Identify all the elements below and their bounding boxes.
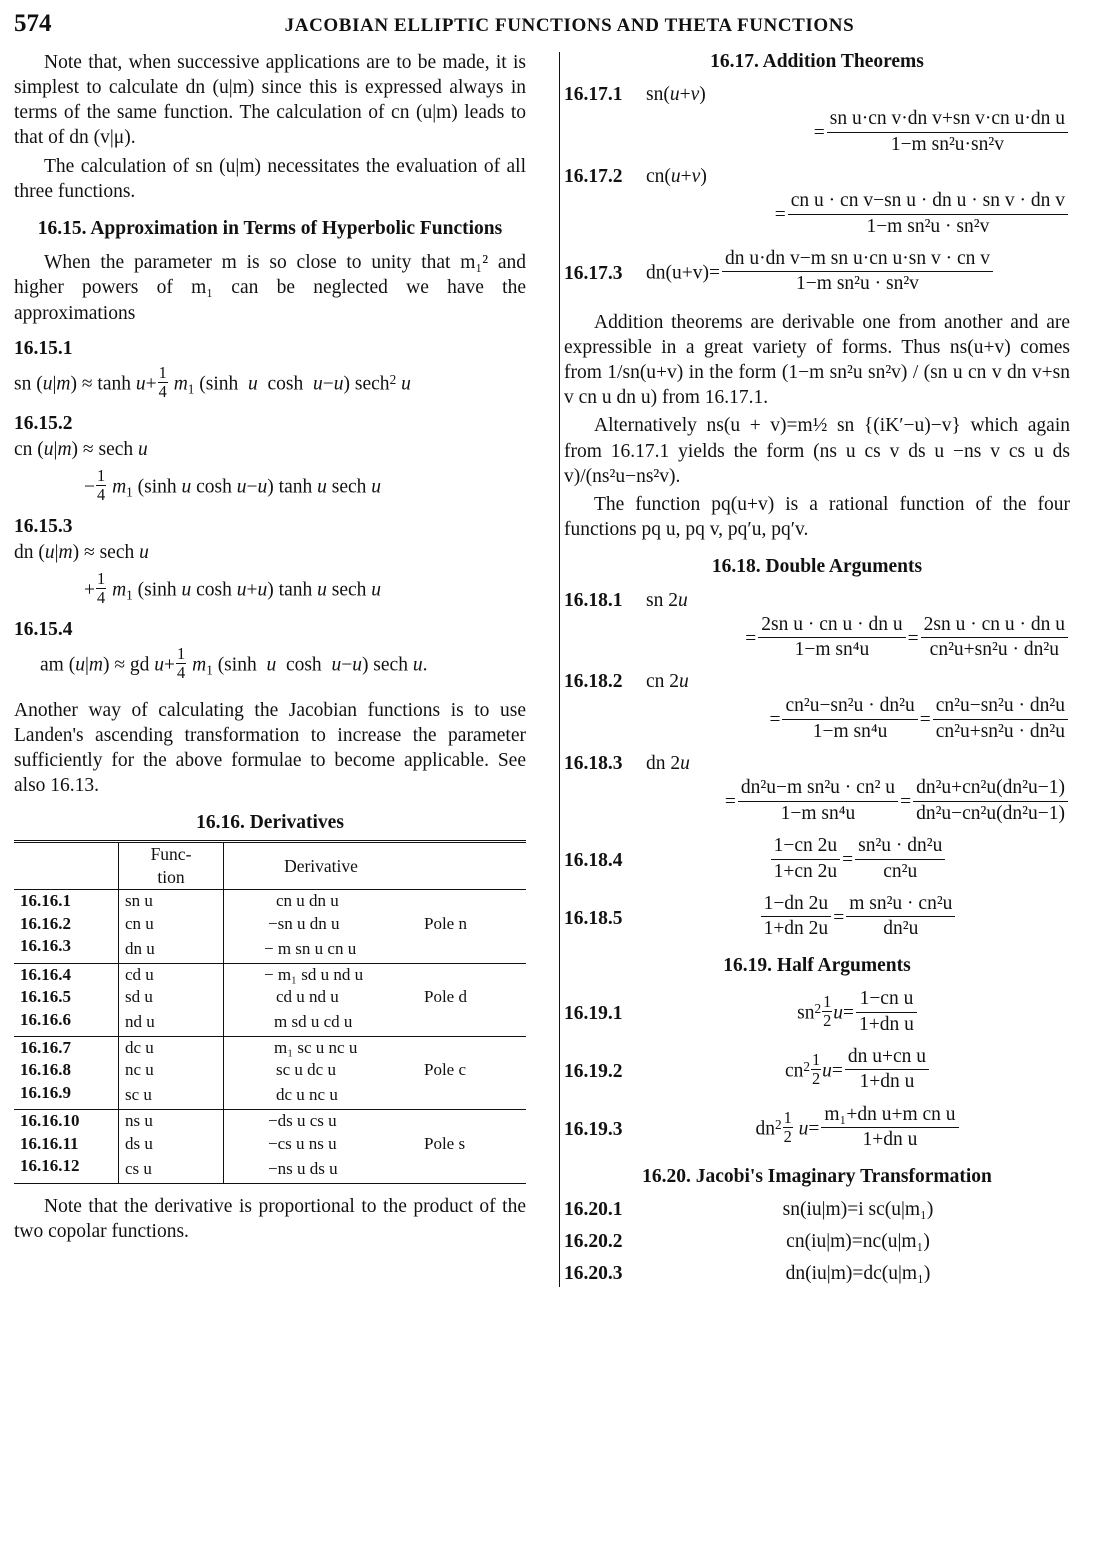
table-row (14, 1059, 526, 1081)
row-function: cn u (119, 913, 224, 935)
row-function: cs u (119, 1155, 224, 1183)
row-function: sd u (119, 986, 224, 1008)
equation-16-20-2 (564, 1231, 1070, 1253)
row-derivative: cd u nd u (224, 986, 419, 1008)
table-header-function-line2: tion (157, 867, 185, 888)
paragraph: The function pq(u+v) is a rational function of the four functions pq u, pq v, pq′u, pq′v. (564, 493, 1070, 541)
paragraph: Note that, when successive applications are to be made, it is simplest to calculate dn (u|m) since this is expressed always in terms of the same function. The calculation of cn (u|m) leads to that of dn (v|μ). (14, 52, 526, 149)
fraction-denominator: 1+cn 2u (773, 860, 838, 882)
fraction-numerator: cn²u−sn²u · dn²u (782, 695, 917, 719)
row-derivative: −ns u ds u (224, 1155, 419, 1183)
column-divider (559, 52, 560, 1287)
row-derivative: − m₁ sd u nd u (224, 963, 419, 986)
equation-16-19-1 (564, 988, 1070, 1036)
equation-number-16-20-1: 16.20.1 (564, 1199, 623, 1221)
row-function: cd u (119, 963, 224, 986)
fraction-denominator: 1−m sn⁴u (780, 802, 856, 824)
equation-16-17-3-lhs: dn(u+v)= (646, 262, 720, 284)
equation-16-19-1-body: $sn^2$ $\frac{1}{2}$ u= $\frac{\text{1−cn u}}{\text{1+dn u}}$ (646, 988, 1070, 1036)
equation-number-16-17-1: 16.17.1 (564, 84, 623, 106)
row-number: 16.16.2 (20, 913, 71, 933)
equation-16-19-3 (564, 1104, 1070, 1152)
equation-16-17-2 (564, 166, 1070, 188)
equation-16-18-1-rhs: = $\frac{\text{2sn u · cn u · dn u}}{\text{1−m sn⁴u}}$ = $\frac{\text{2sn u · cn u · dn u}}{\text{cn²u+sn²u · dn²u}}$ (564, 614, 1070, 662)
fraction-denominator: dn²u−cn²u(dn²u−1) (916, 802, 1065, 824)
row-number: 16.16.9 (20, 1082, 71, 1102)
equation-number-16-19-1: 16.19.1 (564, 1002, 623, 1024)
equation-16-17-2-rhs: = $\frac{\text{cn u · cn v−sn u · dn u · sn v · dn v}}{\text{1−m sn²u · sn²v}}$ (564, 190, 1070, 238)
equation-16-20-1-body: sn(iu|m)=i sc(u|m₁) (782, 1199, 934, 1221)
fraction-numerator: m sn²u · cn²u (846, 893, 955, 917)
table-row (14, 935, 526, 963)
table-header-derivative: Derivative (224, 842, 419, 890)
row-number: 16.16.10 (14, 1110, 119, 1133)
table-row (14, 1009, 526, 1037)
row-derivative: m sd u cd u (224, 1009, 419, 1037)
row-pole (418, 1037, 526, 1060)
row-derivative: sc u dc u (224, 1059, 419, 1081)
section-heading-16-15: 16.15. Approximation in Terms of Hyperbolic Functions (37, 217, 503, 239)
table-footnote: Note that the derivative is proportional to the product of the two copolar functions. (14, 1195, 526, 1242)
fraction-numerator: 2sn u · cn u · dn u (758, 614, 905, 638)
equation-number-16-20-3: 16.20.3 (564, 1263, 623, 1285)
equation-16-19-2-body: $cn^2$ $\frac{1}{2}$ u= $\frac{\text{dn u+cn u}}{\text{1+dn u}}$ (646, 1046, 1070, 1094)
row-pole: Pole d (424, 987, 467, 1007)
table-header-function (119, 842, 224, 890)
section-heading-16-20: 16.20. Jacobi's Imaginary Transformation (642, 1165, 992, 1187)
row-pole: Pole c (424, 1060, 467, 1080)
body-columns (14, 50, 1105, 1287)
fraction-numerator: sn²u · dn²u (855, 835, 945, 859)
equation-16-15-2b: − $\frac{1}{4}$ $m_1$ (sinh u cosh u−u) tanh u sech u (84, 465, 382, 504)
equation-16-15-3b: + $\frac{1}{4}$ $m_1$ (sinh u cosh u+u) tanh u sech u (84, 568, 382, 607)
equation-number-16-19-3: 16.19.3 (564, 1118, 623, 1140)
equation-number-16-15-3: 16.15.3 (14, 515, 73, 537)
fraction-numerator: dn²u−m sn²u · cn² u (738, 777, 898, 801)
fraction-denominator: cn²u+sn²u · dn²u (935, 720, 1065, 742)
paragraph: When the parameter m is so close to unity that m₁² and higher powers of m₁ can be neglected we have the approximations (14, 252, 526, 324)
equation-16-17-1 (564, 84, 1070, 106)
fraction-denominator: cn²u (883, 860, 918, 882)
equation-number-16-17-2: 16.17.2 (564, 166, 623, 188)
row-number: 16.16.8 (20, 1060, 71, 1080)
row-derivative: −cs u ns u (224, 1133, 419, 1155)
fraction-numerator: 1−cn 2u (771, 835, 841, 859)
equation-16-18-4-body: $\frac{1-cn 2u}{1+cn 2u}$ = $\frac{\text{sn²u · dn²u}}{\text{cn²u}}$ (646, 835, 1070, 883)
row-derivative: m₁ sc u nc u (224, 1037, 419, 1060)
fraction-numerator: 2sn u · cn u · dn u (921, 614, 1068, 638)
equation-16-19-2 (564, 1046, 1070, 1094)
row-pole: Pole s (424, 1133, 466, 1153)
fraction-denominator: 1−m sn²u·sn²v (890, 133, 1004, 155)
paragraph: The calculation of sn (u|m) necessitates the evaluation of all three functions. (14, 155, 526, 202)
equation-number-16-19-2: 16.19.2 (564, 1060, 623, 1082)
equation-16-18-3-rhs: = $\frac{\text{dn²u−m sn²u · cn² u}}{\text{1−m sn⁴u}}$ = $\frac{\text{dn²u+cn²u(dn²u−1)}}{\text{dn²u−cn²u(dn²u−1)}}$ (564, 777, 1070, 825)
fraction-denominator: 1−m sn²u · sn²v (796, 273, 919, 295)
equation-16-18-4 (564, 835, 1070, 883)
row-number: 16.16.6 (20, 1009, 71, 1029)
fraction-denominator: 1−m sn⁴u (812, 720, 888, 742)
fraction-numerator: dn²u+cn²u(dn²u−1) (913, 777, 1068, 801)
row-derivative: cn u dn u (224, 890, 419, 913)
equation-number-16-18-1: 16.18.1 (564, 589, 623, 611)
equation-16-18-2-lhs: cn 2u (646, 671, 689, 693)
row-pole: Pole n (424, 913, 467, 933)
table-row (14, 1037, 526, 1060)
left-column (14, 50, 542, 1287)
equation-number-16-15-1: 16.15.1 (14, 337, 73, 359)
derivatives-table (14, 840, 526, 1183)
table-row (14, 1082, 526, 1110)
table-row (14, 890, 526, 913)
equation-16-18-1 (564, 590, 1070, 612)
fraction-denominator: 1−m sn⁴u (794, 638, 870, 660)
equation-number-16-17-3: 16.17.3 (564, 262, 623, 284)
equation-number-16-15-4: 16.15.4 (14, 618, 73, 640)
row-number: 16.16.11 (20, 1133, 79, 1153)
row-function: ds u (119, 1133, 224, 1155)
fraction-denominator: 1+dn u (862, 1129, 918, 1151)
row-function: dc u (119, 1037, 224, 1060)
table-header-row (14, 842, 526, 890)
equation-16-18-3 (564, 753, 1070, 775)
row-function: nd u (119, 1009, 224, 1037)
table-row (14, 963, 526, 986)
fraction-numerator: sn u·cn v·dn v+sn v·cn u·dn u (827, 108, 1068, 132)
equation-16-17-3-body (646, 248, 1070, 296)
equation-16-15-4: am (u|m) ≈ gd u+ $\frac{1}{4}$ $m_1$ (sinh u cosh u−u) sech u. (40, 643, 428, 682)
equation-16-20-1 (564, 1199, 1070, 1221)
equation-16-18-5 (564, 893, 1070, 941)
table-row (14, 1155, 526, 1183)
row-derivative: − m sn u cn u (224, 935, 419, 963)
equation-number-16-15-2: 16.15.2 (14, 412, 73, 434)
row-number: 16.16.1 (14, 890, 119, 913)
equation-number-16-18-2: 16.18.2 (564, 671, 623, 693)
equation-16-19-3-body: $dn^2$ $\frac{1}{2}$ u= $\frac{\text{m₁+dn u+m cn u}}{\text{1+dn u}}$ (646, 1104, 1070, 1152)
running-head: JACOBIAN ELLIPTIC FUNCTIONS AND THETA FUNCTIONS (284, 15, 855, 36)
table-header-blank (14, 842, 119, 890)
fraction-numerator: m₁+dn u+m cn u (821, 1104, 958, 1128)
fraction-denominator: cn²u+sn²u · dn²u (929, 638, 1059, 660)
equation-number-16-18-5: 16.18.5 (564, 907, 623, 929)
equation-16-18-1-lhs: sn 2u (646, 589, 688, 611)
equation-16-18-2-rhs: = $\frac{\text{cn²u−sn²u · dn²u}}{\text{1−m sn⁴u}}$ = $\frac{\text{cn²u−sn²u · dn²u}}{\text{cn²u+sn²u · dn²u}}$ (564, 695, 1070, 743)
page-number: 574 (14, 10, 52, 37)
fraction-numerator: dn u·dn v−m sn u·cn u·sn v · cn v (722, 248, 993, 272)
paragraph: Alternatively ns(u + v)=m½ sn {(iK′−u)−v} which again from 16.17.1 yields the form (ns u cs v ds u −ns v cs u ds v)/(ns²u−ns²v). (564, 415, 1070, 487)
equation-16-17-3 (564, 248, 1070, 296)
fraction-denominator: 1−m sn²u · sn²v (866, 215, 990, 237)
fraction-numerator: 1−dn 2u (761, 893, 832, 917)
equation-number-16-18-4: 16.18.4 (564, 849, 623, 871)
row-number: 16.16.3 (20, 936, 71, 956)
section-heading-16-19: 16.19. Half Arguments (723, 954, 911, 976)
row-pole (418, 935, 526, 963)
fraction-numerator: cn u · cn v−sn u · dn u · sn v · dn v (788, 190, 1068, 214)
equation-16-20-3 (564, 1263, 1070, 1285)
row-function: sc u (119, 1082, 224, 1110)
equation-16-18-2 (564, 671, 1070, 693)
table-header-pole (418, 842, 526, 890)
equation-16-15-2a: cn (u|m) ≈ sech u (14, 438, 148, 460)
table-header-function-line1: Func- (150, 844, 192, 865)
fraction-denominator: 1+dn 2u (763, 918, 829, 940)
row-pole (418, 890, 526, 913)
row-function: ns u (119, 1110, 224, 1133)
fraction-numerator: cn²u−sn²u · dn²u (933, 695, 1068, 719)
table-row (14, 1133, 526, 1155)
fraction-denominator: 1+dn u (859, 1071, 915, 1093)
page-header (14, 10, 1105, 44)
equation-16-15-1: sn (u|m) ≈ tanh u+ $\frac{1}{4}$ $m_1$ (sinh u cosh u−u) sech$^2$ u (14, 362, 411, 401)
equation-16-18-3-lhs: dn 2u (646, 753, 690, 775)
equation-number-16-20-2: 16.20.2 (564, 1231, 623, 1253)
fraction-numerator: dn u+cn u (845, 1046, 929, 1070)
equation-16-20-3-body: dn(iu|m)=dc(u|m₁) (785, 1263, 931, 1285)
row-pole (418, 1155, 526, 1183)
equation-16-15-3a: dn (u|m) ≈ sech u (14, 541, 149, 563)
row-derivative: −sn u dn u (224, 913, 419, 935)
section-heading-16-18: 16.18. Double Arguments (711, 556, 923, 578)
row-number: 16.16.7 (14, 1037, 119, 1060)
equation-16-20-2-body: cn(iu|m)=nc(u|m₁) (786, 1231, 930, 1253)
row-pole (418, 1009, 526, 1037)
equation-number-16-18-3: 16.18.3 (564, 753, 623, 775)
equation-16-18-5-body: $\frac{1-dn 2u}{1+dn 2u}$ = $\frac{\text{m sn²u · cn²u}}{\text{dn²u}}$ (646, 893, 1070, 941)
table-title-16-16: 16.16. Derivatives (196, 812, 344, 834)
equation-16-17-2-lhs: cn(u+v) (646, 166, 707, 188)
row-pole (418, 1110, 526, 1133)
row-pole (418, 963, 526, 986)
table-row (14, 986, 526, 1008)
fraction-denominator: 1+dn u (859, 1013, 914, 1035)
fraction-numerator: 1−cn u (856, 988, 917, 1012)
row-function: dn u (119, 935, 224, 963)
table-row (14, 913, 526, 935)
section-heading-16-17: 16.17. Addition Theorems (710, 51, 924, 72)
row-derivative: dc u nc u (224, 1082, 419, 1110)
row-number: 16.16.5 (20, 987, 71, 1007)
paragraph: Addition theorems are derivable one from another and are expressible in a great variety of forms. Thus ns(u+v) comes from 1/sn(u+v) in the form (1−m sn²u sn²v) / (sn u cn v dn v+sn v cn u dn u) from 16.17.1. (564, 311, 1070, 409)
row-pole (418, 1082, 526, 1110)
equation-16-17-1-lhs: sn(u+v) (646, 84, 706, 106)
row-number: 16.16.4 (14, 963, 119, 986)
right-column (542, 50, 1070, 1287)
row-number: 16.16.12 (14, 1155, 119, 1183)
table-row (14, 1110, 526, 1133)
equation-16-17-1-rhs: = $\frac{\text{sn u·cn v·dn v+sn v·cn u·dn u}}{\text{1−m sn²u·sn²v}}$ (564, 108, 1070, 156)
row-function: sn u (119, 890, 224, 913)
fraction-denominator: dn²u (883, 918, 919, 940)
paragraph: Another way of calculating the Jacobian functions is to use Landen's ascending transformation to increase the parameter sufficiently for the above formulae to become applicable. See also 16.13. (14, 699, 526, 797)
row-function: nc u (119, 1059, 224, 1081)
row-derivative: −ds u cs u (224, 1110, 419, 1133)
